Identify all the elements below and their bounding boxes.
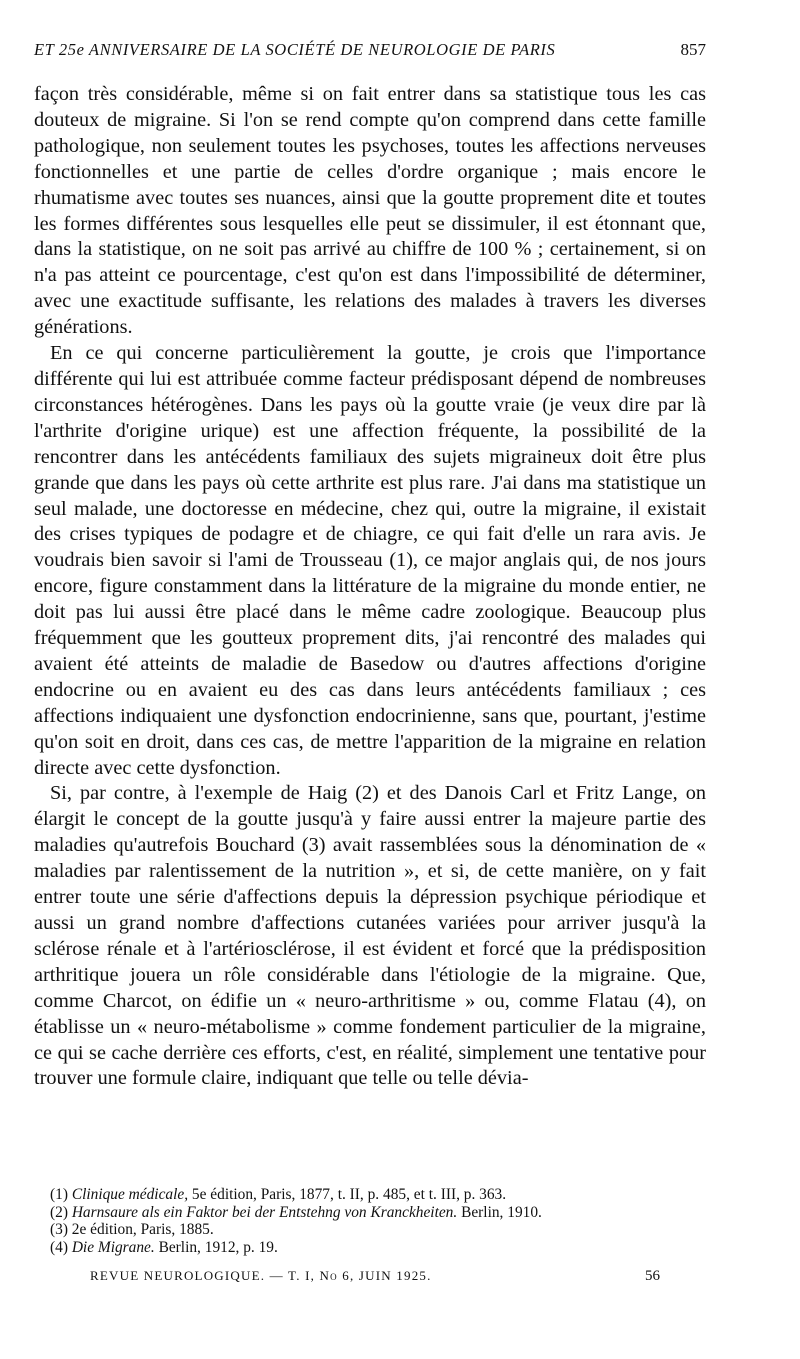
- footnote-details: 5e édition, Paris, 1877, t. II, p. 485, et t. III, p. 363.: [188, 1186, 507, 1203]
- footnote-title: Harnsaure als ein Faktor bei der Entstehng von Kranckheiten.: [71, 1203, 458, 1221]
- footnote-3: [50, 1221, 710, 1239]
- paragraph-3: Si, par contre, à l'exemple de Haig (2) et des Danois Carl et Fritz Lange, on élargit le concept de la goutte jusqu'à y faire aussi entrer la majeure partie des maladies qu'autrefois Bouchard (3) avait rassemblées sous la dénomination de « maladies par ralentissement de la nutrition », et si, de cette manière, on y fait entrer toute une série d'affections depuis la dépression psychique périodique et aussi un grand nombre d'affections cutanées variées pour arriver jusqu'à la sclérose rénale et à l'artériosclérose, il est évident et forcé que la prédisposition arthritique jouera un rôle considérable dans l'étiologie de la migraine. Que, comme Charcot, on édifie un « neuro-arthritisme » ou, comme Flatau (4), on établisse un « neuro-métabolisme » comme fondement particulier de la migraine, ce qui se cache derrière ces efforts, c'est, en réalité, simplement une tentative pour trouver une formule claire, indiquant que telle ou telle dévia-: [34, 782, 706, 1090]
- footnote-mark: (2): [50, 1203, 68, 1221]
- footnotes: [50, 1186, 710, 1256]
- footnote-mark: (4): [50, 1238, 68, 1256]
- page-footer: [90, 1268, 660, 1285]
- paragraph-2: En ce qui concerne particulièrement la goutte, je crois que l'importance différente qui lui est attribuée comme facteur prédisposant dépend de nombreuses circonstances hétérogènes. Dans les pays où la goutte vraie (je veux dire par là l'arthrite d'origine urique) est une affection fréquente, la possibilité de la rencontrer dans les antécédents familiaux des sujets migraineux doit être plus grande que dans les pays où cette arthrite est plus rare. J'ai dans ma statistique un seul malade, une doctoresse en médecine, chez qui, outre la migraine, il existait des crises typiques de podagre et de chiagre, ce qui fait d'elle un rara avis. Je voudrais bien savoir si l'ami de Trousseau (1), ce major anglais qui, de nos jours encore, figure constamment dans la littérature de la migraine du monde entier, ne doit pas lui aussi être placé dans le même cadre zoologique. Beaucoup plus fréquemment que les goutteux proprement dits, j'ai rencontré des malades qui avaient été atteints de maladie de Basedow ou d'autres affections d'origine endocrine ou en avaient eu des cas dans leurs antécédents familiaux ; ces affections indiquaient une dysfonction endocrinienne, sans que, pourtant, j'estime qu'on soit en droit, dans ces cas, de mettre l'apparition de la migraine en relation directe avec cette dysfonction.: [34, 342, 706, 779]
- footnote-1: [50, 1186, 710, 1204]
- page-number: 857: [680, 40, 706, 59]
- journal-reference: REVUE NEUROLOGIQUE. — T. I, No 6, JUIN 1925.: [90, 1268, 432, 1283]
- running-title: ET 25e ANNIVERSAIRE DE LA SOCIÉTÉ DE NEUROLOGIE DE PARIS: [34, 40, 556, 59]
- footnote-details: 2e édition, Paris, 1885.: [67, 1221, 214, 1239]
- footnote-mark: (1): [50, 1186, 68, 1203]
- footnote-details: Berlin, 1910.: [457, 1203, 542, 1221]
- signature-mark: 56: [645, 1268, 660, 1284]
- footnote-details: Berlin, 1912, p. 19.: [154, 1238, 278, 1256]
- running-header: [34, 40, 706, 60]
- body-text: [34, 82, 706, 1092]
- footnote-mark: (3): [50, 1221, 68, 1239]
- paragraph-1: façon très considérable, même si on fait entrer dans sa statistique tous les cas douteux de migraine. Si l'on se rend compte qu'on comprend dans cette famille pathologique, non seulement toutes les psychoses, toutes les affections nerveuses fonctionnelles et une partie de celles d'ordre organique ; mais encore le rhumatisme avec toutes ses nuances, ainsi que la goutte proprement dite et toutes les formes différentes sous lesquelles elle peut se dissimuler, il est étonnant que, dans la statistique, on ne soit pas arrivé au chiffre de 100 % ; certainement, si on n'a pas atteint ce pourcentage, c'est qu'on est dans l'impossibilité de déterminer, avec une exactitude suffisante, les relations des malades à travers les diverses générations.: [34, 83, 706, 339]
- footnote-title: Clinique médicale,: [71, 1186, 189, 1203]
- footnote-4: [50, 1239, 710, 1257]
- footnote-2: [50, 1204, 710, 1222]
- footnote-title: Die Migrane.: [71, 1238, 155, 1256]
